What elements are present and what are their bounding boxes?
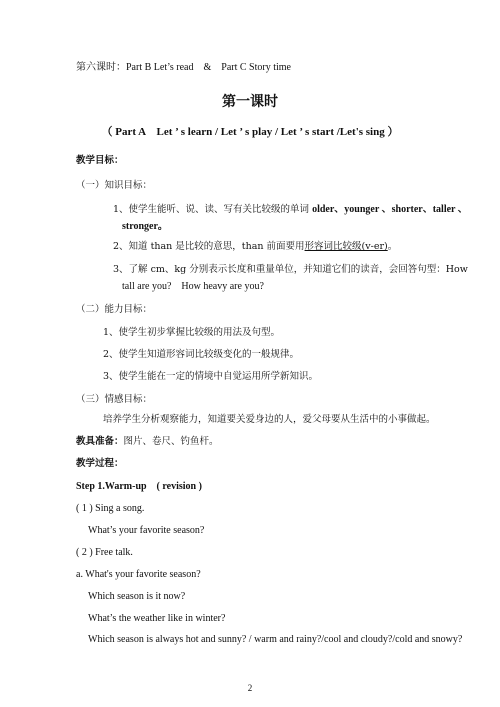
step-1-heading: Step 1.Warm-up ( revision ): [76, 481, 202, 492]
step-1-sub-1-question: What’s your favorite season?: [88, 525, 205, 536]
knowledge-item-3: 3、了解 cm、kg 分别表示长度和重量单位，并知道它们的读音，会回答句型：How: [113, 264, 468, 275]
knowledge-item-2-prefix: 2、知道 than 是比较的意思，than 前面要用: [113, 241, 305, 252]
knowledge-item-2-suffix: 。: [387, 241, 398, 252]
goals-heading: 教学目标：: [76, 155, 124, 166]
knowledge-item-2-underlined: 形容词比较级(v-er): [304, 241, 388, 252]
knowledge-heading: （一）知识目标：: [76, 180, 153, 191]
ability-heading: （二）能力目标：: [76, 304, 153, 315]
process-heading: 教学过程：: [76, 458, 124, 469]
question-2: What’s the weather like in winter?: [88, 613, 226, 624]
page-number: 2: [247, 683, 253, 693]
knowledge-item-1-words: older、younger 、shorter、taller 、: [312, 204, 468, 215]
step-1-sub-2-a: a. What's your favorite season?: [76, 569, 201, 580]
question-3: Which season is always hot and sunny? / warm and rainy?/cool and cloudy?/cold and snowy?: [88, 634, 463, 645]
emotion-item-1: 培养学生分析观察能力，知道要关爱身边的人，爱父母要从生活中的小事做起。: [103, 414, 436, 425]
step-1-sub-1: ( 1 ) Sing a song.: [76, 503, 145, 514]
step-1-sub-2: ( 2 ) Free talk.: [76, 547, 133, 558]
ability-item-2: 2、使学生知道形容词比较级变化的一般规律。: [103, 349, 300, 360]
prep-line: [76, 436, 219, 448]
knowledge-item-2: [113, 241, 397, 253]
lesson-title: 第一课时: [222, 94, 278, 110]
prep-label: 教具准备：: [76, 436, 124, 447]
knowledge-item-3-cont: tall are you? How heavy are you?: [122, 281, 264, 292]
knowledge-item-1-prefix: 1、使学生能听、说、读、写有关比较级的单词: [113, 204, 313, 215]
knowledge-item-1: [113, 204, 468, 216]
prep-text: 图片、卷尺、钓鱼杆。: [123, 436, 219, 447]
header-line: 第六课时：Part B Let’s read & Part C Story time: [76, 62, 291, 73]
ability-item-3: 3、使学生能在一定的情境中自觉运用所学新知识。: [103, 371, 319, 382]
question-1: Which season is it now?: [88, 591, 186, 602]
knowledge-item-1-cont: stronger。: [122, 221, 168, 232]
emotion-heading: （三）情感目标：: [76, 394, 153, 405]
ability-item-1: 1、使学生初步掌握比较级的用法及句型。: [103, 327, 281, 338]
lesson-subtitle: （ Part A Let ’ s learn / Let ’ s play / Let ’ s start /Let's sing ）: [101, 126, 399, 138]
